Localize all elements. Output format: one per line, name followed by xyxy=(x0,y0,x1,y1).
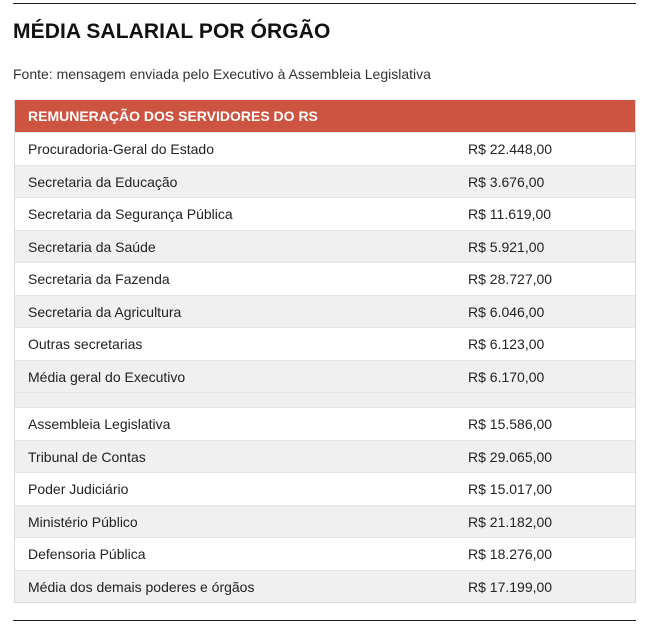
row-label: Secretaria da Educação xyxy=(28,173,178,190)
bottom-rule xyxy=(13,620,636,621)
table-row xyxy=(15,537,635,570)
row-label: Outras secretarias xyxy=(28,336,143,352)
row-value: R$ 6.046,00 xyxy=(468,303,545,320)
row-label: Poder Judiciário xyxy=(28,481,129,497)
table-row xyxy=(15,230,635,263)
row-value: R$ 5.921,00 xyxy=(468,238,545,255)
row-label: Média geral do Executivo xyxy=(28,368,186,385)
row-value: R$ 28.727,00 xyxy=(468,271,553,287)
row-value: R$ 6.170,00 xyxy=(468,368,545,385)
row-label: Secretaria da Agricultura xyxy=(28,303,182,320)
table-row xyxy=(15,295,635,328)
page-title: MÉDIA SALARIAL POR ÓRGÃO xyxy=(13,20,331,43)
table-row-summary xyxy=(15,360,635,393)
row-value: R$ 15.586,00 xyxy=(468,416,553,432)
top-rule xyxy=(13,3,636,4)
table-row xyxy=(15,505,635,538)
table-row xyxy=(15,407,635,440)
table-row xyxy=(15,440,635,473)
row-label: Ministério Público xyxy=(28,513,138,530)
row-value: R$ 3.676,00 xyxy=(468,173,545,190)
row-value: R$ 15.017,00 xyxy=(468,481,553,497)
row-label: Procuradoria-Geral do Estado xyxy=(28,141,214,157)
row-value: R$ 17.199,00 xyxy=(468,578,553,595)
table-row xyxy=(15,472,635,505)
table-row xyxy=(15,132,635,165)
row-label: Assembleia Legislativa xyxy=(28,416,171,432)
table-row xyxy=(15,262,635,295)
salary-table xyxy=(14,100,636,603)
table-row-summary xyxy=(15,570,635,603)
row-label: Defensoria Pública xyxy=(28,546,146,562)
row-value: R$ 22.448,00 xyxy=(468,141,553,157)
row-label: Média dos demais poderes e órgãos xyxy=(28,578,255,595)
row-value: R$ 11.619,00 xyxy=(468,206,552,222)
table-row xyxy=(15,165,635,198)
table-row xyxy=(15,197,635,230)
row-value: R$ 18.276,00 xyxy=(468,546,553,562)
table-header: REMUNERAÇÃO DOS SERVIDORES DO RS xyxy=(15,100,635,132)
row-value: R$ 6.123,00 xyxy=(468,336,545,352)
row-label: Secretaria da Segurança Pública xyxy=(28,206,233,222)
row-label: Tribunal de Contas xyxy=(28,448,146,465)
section-spacer xyxy=(15,392,635,407)
source-note: Fonte: mensagem enviada pelo Executivo à Assembleia Legislativa xyxy=(13,66,431,82)
row-value: R$ 21.182,00 xyxy=(468,513,553,530)
row-label: Secretaria da Fazenda xyxy=(28,271,170,287)
table-row xyxy=(15,327,635,360)
row-value: R$ 29.065,00 xyxy=(468,448,553,465)
row-label: Secretaria da Saúde xyxy=(28,238,156,255)
